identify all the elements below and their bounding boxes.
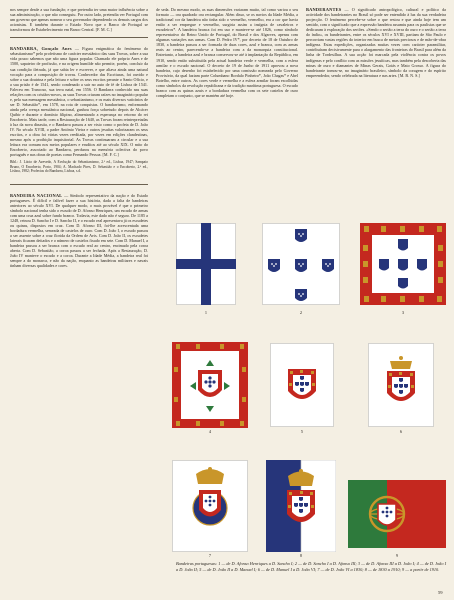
flag-9	[348, 480, 446, 548]
flag-number: 6	[399, 429, 403, 434]
flag-1	[176, 223, 236, 305]
flag-number: 1	[204, 310, 208, 315]
flag-3	[360, 223, 446, 305]
flag-number: 3	[401, 310, 405, 315]
page-number: 59	[438, 590, 443, 595]
figure-caption: Bandeiras portuguesas: 1 — de D. Afonso Henriques a D. Sancho I; 2 — de D. Sancho I a D. Afonso III; 3 — de D. Afonso III a D. João I; 4 — de D. João I a D. João II; 5 — de D. João II a D. Manuel I; 6 — de D. Manuel I a D. João VI; 7 — de D. João VI a 1830; 8 — de 1830 a 1910; 9 — a partir de 1910.	[176, 561, 446, 572]
entry-heading-bandarra: BANDARRA, Gonçalo Anes	[10, 46, 72, 52]
flag-number: 9	[395, 553, 399, 558]
divider	[10, 184, 148, 185]
flag-number: 4	[208, 429, 212, 434]
column-2	[156, 2, 298, 198]
paragraph: — O significado antropológico, cultural e político da actividade dos bandeirantes no Brasil só pode ser entendido à luz da sua verdadeira projecção. O fenómeno percebe-se sobre o que restou e que ainda hoje tem um sentido, com o significado que a expressão bandeira assumiu para os paulistas que se dedicaram à exploração dos sertões. «Sendo o sertão a terra do ouro e o sertão a terra do índio», os bandeirantes, entre os séculos XVI e XVIII, partiam de São Paulo e percorriam vastas regiões do interior em busca de metais preciosos e de mão-de-obra indígena. Estas expedições, organizadas muitas vezes com carácter paramilitar, contribuíram decisivamente para o alargamento das fronteiras do Brasil para além da linha de Tordesilhas. A sua acção foi marcada pela violência contra os povos indígenas e pelo conflito com as missões jesuíticas, mas também pela descoberta das minas de ouro e diamantes de Minas Gerais, Goiás e Mato Grosso. A figura do bandeirante tornou-se, no imaginário brasileiro, símbolo da coragem e do espírito empreendedor, sendo celebrada na literatura e nas artes. [M. B. N. S.]	[306, 7, 446, 78]
column-3	[306, 2, 446, 210]
paragraph: — Símbolo representativo da nação e do Estado portugueses. É difícil e falível fazer a sua história, dada a falta de bandeiras anteriores ao século XVI. De qualquer modo, o mais provável é que o primeiro símbolo nacional tenha sido o escudo de D. Afonso Henriques, um escudo de armas com uma cruz azul sobre fundo branco. Todavia, este dado não é seguro. De 1185 a 1248, reinou D. Sancho I e D. Sancho II, e o escudo real apresentava já os escudetes ou quinas, dispostos em cruz. Com D. Afonso III, foi-lhe acrescentada uma bordadura vermelha, semeada de castelos de ouro. Com D. João I, o escudo passou a ser assente sobre a cruz florida da Ordem de Avis. Com D. João II, os escudetes laterais ficaram deitados e o número de castelos fixado em sete. Com D. Manuel I, a bandeira passou a ser branca com o escudo real ao centro, encimado pela coroa aberta. Com D. Sebastião, a coroa passou a ser fechada. Após a Restauração, D. João IV manteve o escudo e a coroa. Durante a Idade Média, a bandeira real foi sempre a do monarca, e não da nação, enquanto as bandeiras militares e navais tinham diversas qualidades e cores.	[10, 192, 148, 269]
flag-number: 8	[299, 553, 303, 558]
paragraph: — Figura enigmática do fenómeno do sebastianismo* pelo profetismo de carácter messiânico das suas Trovas, sobre a sua vida pouco sabemos que não uma figura popular. Chamado ele próprio Anes e de 1500, sapateiro de profissão, e na origem humilde não permite, porém, concluir da sua condição iletrada, já que sabia ler e escrever, e que aliava ainda uma natural vocação para a composição de trovas. Conhecedor das Escrituras, foi ouvido e sobre a sua doutrina e pela leitura e sobre os seus escritos perante o Santo Ofício, e a sua prisão é de 1541, sendo condenado a sair no auto de fé de Lisboa de 1541. Faleceu em Trancoso, sua terra natal, em 1556. O Bandarra conhecido nas suas relações com os cristãos-novos, as suas Trovas criaram raízes no imaginário popular e, pela sua mensagem messiânica, o sebastianismo, e os mais diversos vaticínios de ser D. Sebastião*, em 1578, na rota de conquistas. O bandarrismo, enformando ainda pela crença messiânica nacional, ganhou força sobretudo depois de Alcácer Quibir e durante o domínio filipino, alimentando a esperança no retorno do rei Encoberto. Mais tarde, com a Restauração de 1640, as Trovas foram reinterpretadas à luz da nova dinastia, e o Bandarra passou a ser visto como o profeta de D. João IV. No século XVIII, o padre António Vieira e outros jesuítas valorizaram os seus escritos, e a obra foi várias vezes reeditada, por vezes em edições clandestinas, mesmo após a proibição inquisitorial. As Trovas continuaram a circular e a sua leitura era comum nos meios populares e eruditos até ao século XIX. O mito do Encoberto, associado ao Bandarra, perdurou na memória colectiva do povo português e nas obras de poetas como Fernando Pessoa. [M. F. C.]	[10, 46, 148, 158]
divider	[10, 37, 148, 38]
paragraph: nos sempre desde a sua fundação; e que pretendia ter uma maior influência sobre a sua administração, o que não conseguiu. Por outro lado, pretendia ver Portugal com um governo que apenas nomear o seu governador dependendo os demais cargos dos acionistas. E também durante o Estado Novo que o Banco de Portugal se transformou de Estabelecimento em Banco Central. [F. M. C.]	[10, 7, 148, 33]
entry-heading-bandeira-nacional: BANDEIRA NACIONAL	[10, 192, 63, 198]
flag-6	[368, 343, 434, 427]
flag-number: 7	[208, 553, 212, 558]
flag-4	[172, 342, 248, 428]
paragraph: de seda. Do mesmo modo, as suas dimensões variaram muito, tal como variou o seu formato — ora quadrado ora rectangular. Além disso, se os navios da Idade Média, a tradicional cor da bandeira não tinha sido o vermelho, vermelho, era a cor que havia então a ser empregue e vermelho, surgiria assim a insígnia de cavaleiros e escudeiros*. A bandeira branca foi em uso e manteve-se até 1826, como símbolo representativo do Reino Unido de Portugal, do Brasil e dos Algarves, apenas com algumas variações nas armas. Com D. Pedro IV*, por decreto de 18 de Outubro de 1830, a bandeira passou a ser formada de duas cores, azul e branca, com as armas reais ao centro, parecendo-se a bandeira com a da monarquia constitucional. Entretanto, a bandeira azul e branca conservou-se até à implantação da República, em 1910, sendo então substituída pela actual bandeira verde e vermelha, com a esfera armilar e o escudo nacional. O decreto de 19 de Junho de 1911 aprovou a nova bandeira, cujo desenho foi estabelecido por uma comissão nomeada pelo Governo Provisório, da qual faziam parte Columbano Bordalo Pinheiro*, João Chagas* e Abel Botelho, entre outros. As cores verde e vermelha e a esfera armilar foram escolhidas como símbolos da revolução republicana e da tradição marítima portuguesa. O escudo branco com as quinas azuis e a bordadura vermelha com os sete castelos de ouro completam o conjunto, que se mantém até hoje.	[156, 7, 298, 98]
flag-7	[172, 460, 248, 552]
entry-heading-bandeirantes: BANDERANTES	[306, 7, 342, 13]
flag-number: 5	[300, 429, 304, 434]
flag-5	[270, 343, 334, 427]
flag-2	[262, 223, 340, 305]
bibliography: Bibl.: J. Lúcio de Azevedo, A Evolução do Sebastianismo, 2.ª ed., Lisboa, 1947; Sampaio Bruno, O Encoberto, Porto, 1904; A. Machado Pires, D. Sebastião e o Encoberto, 2.ª ed., Lisboa, 1982; Profecias do Bandarra, Lisboa, s.d.	[10, 160, 148, 174]
column-1	[10, 2, 148, 592]
flag-8	[266, 460, 336, 552]
flag-number: 2	[299, 310, 303, 315]
